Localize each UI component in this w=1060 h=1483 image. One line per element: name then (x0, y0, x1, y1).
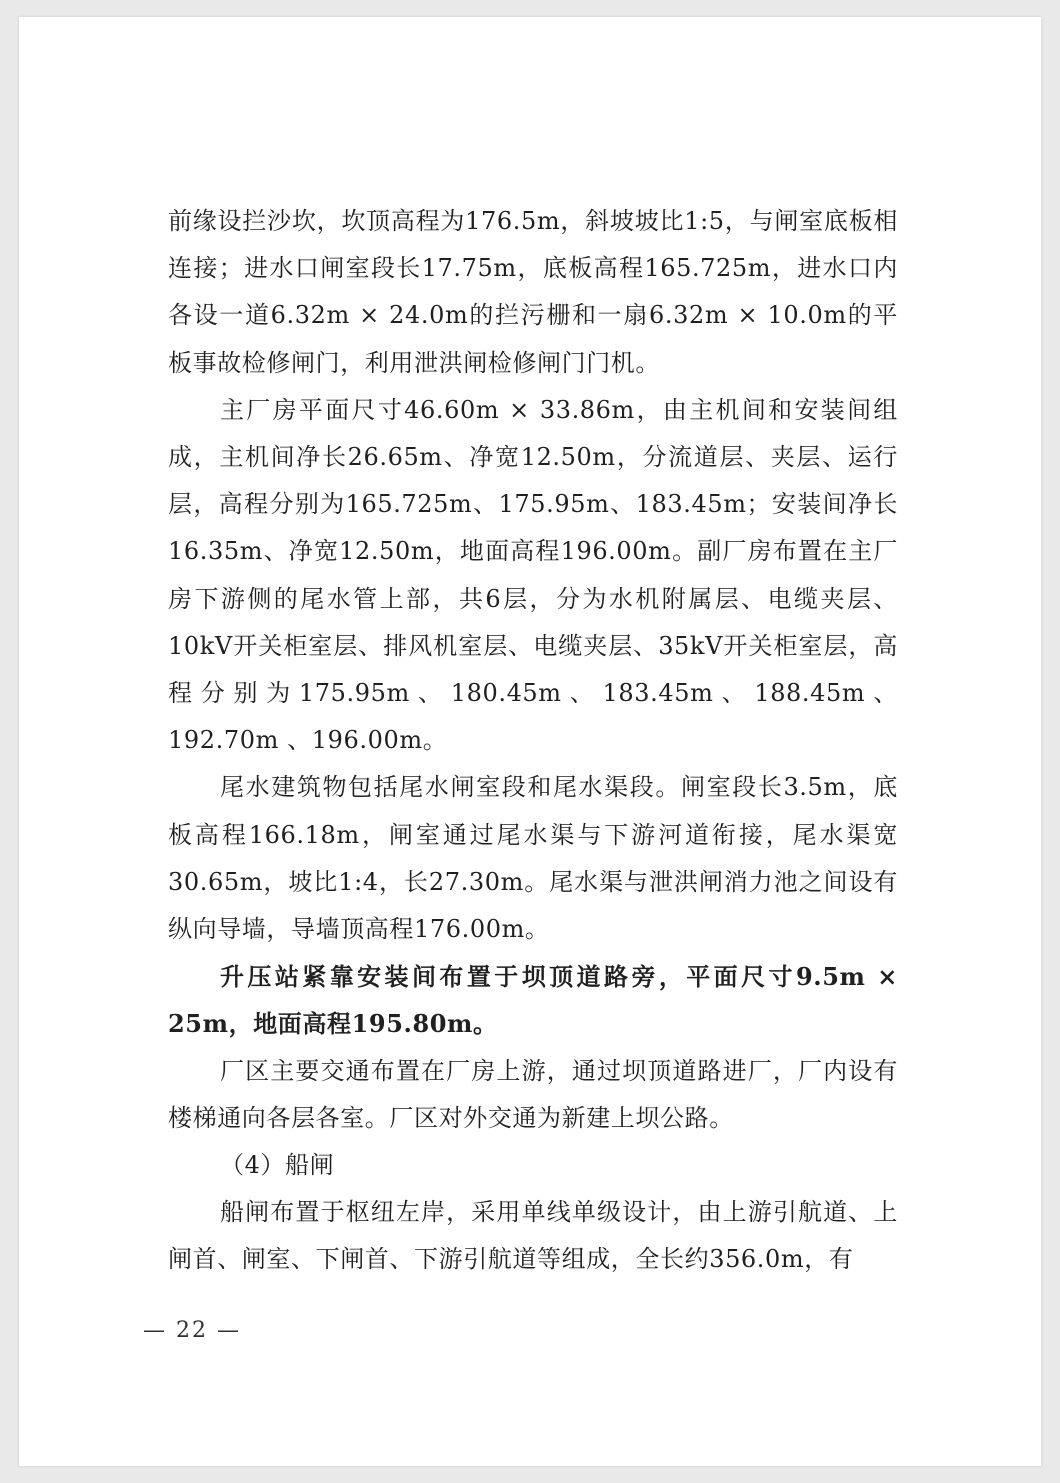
paragraph-intake: 前缘设拦沙坎，坎顶高程为176.5m，斜坡坡比1:5，与闸室底板相连接；进水口闸室段长17.75m，底板高程165.725m，进水口内各设一道6.32m × 24.0m的拦污栅和一扇6.32m × 10.0m的平板事故检修闸门，利用泄洪闸检修闸门门机。 (168, 207, 898, 377)
section-heading-ship-lock: （4）船闸 (220, 1151, 335, 1180)
page-number: — 22 — (143, 1318, 241, 1343)
paragraph-ship-lock: 船闸布置于枢纽左岸，采用单线单级设计，由上游引航道、上闸首、闸室、下闸首、下游引航道等组成，全长约356.0m，有 (168, 1198, 898, 1274)
paragraph-tailwater: 尾水建筑物包括尾水闸室段和尾水渠段。闸室段长3.5m，底板高程166.18m，闸室通过尾水渠与下游河道衔接，尾水渠宽30.65m，坡比1:4，长27.30m。尾水渠与泄洪闸消力池之间设有纵向导墙，导墙顶高程176.00m。 (168, 773, 898, 944)
paragraph-traffic: 厂区主要交通布置在厂房上游，通过坝顶道路进厂，厂内设有楼梯通向各层各室。厂区对外交通为新建上坝公路。 (168, 1056, 898, 1132)
paragraph-substation: 升压站紧靠安装间布置于坝顶道路旁，平面尺寸9.5m × 25m，地面高程195.80m。 (168, 962, 898, 1039)
document-body (168, 198, 898, 1284)
paragraph-powerhouse: 主厂房平面尺寸46.60m × 33.86m，由主机间和安装间组成，主机间净长26.65m、净宽12.50m，分流道层、夹层、运行层，高程分别为165.725m、175.95m、183.45m；安装间净长16.35m、净宽12.50m，地面高程196.00m。副厂房布置在主厂房下游侧的尾水管上部，共6层，分为水机附属层、电缆夹层、10kV开关柜室层、排风机室层、电缆夹层、35kV开关柜室层，高程分别为175.95m、180.45m、183.45m、188.45m、192.70m 、196.00m。 (168, 395, 898, 755)
